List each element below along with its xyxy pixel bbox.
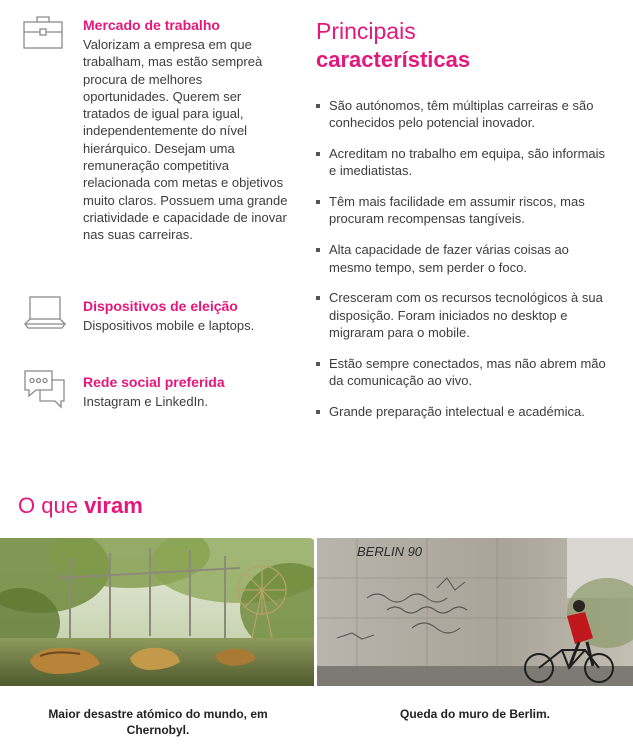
list-item: Alta capacidade de fazer várias coisas ao mesmo tempo, sem perder o foco. [315, 241, 615, 276]
heading-light: Principais [316, 18, 416, 44]
chat-bubbles-icon [22, 368, 68, 412]
bullet [316, 362, 320, 366]
characteristics-heading [316, 17, 470, 74]
briefcase-icon [22, 14, 64, 50]
item-title: Dispositivos de eleição [83, 298, 238, 314]
characteristics-list [315, 97, 615, 434]
list-item: Estão sempre conectados, mas não abrem mão da comunicação ao vivo. [315, 355, 615, 390]
item-title: Rede social preferida [83, 374, 225, 390]
list-item: Têm mais facilidade em assumir riscos, mas procuram recompensas tangíveis. [315, 193, 615, 228]
bullet [316, 248, 320, 252]
list-item: São autónomos, têm múltiplas carreiras e são conhecidos pelo potencial inovador. [315, 97, 615, 132]
chernobyl-photo [0, 538, 314, 686]
item-text: Dispositivos mobile e laptops. [83, 318, 255, 333]
heading-bold: viram [84, 493, 143, 518]
list-item: Grande preparação intelectual e académica. [315, 403, 615, 420]
item-mercado [83, 16, 288, 244]
item-dispositivos [83, 297, 288, 334]
item-rede-social [83, 373, 288, 410]
list-item: Cresceram com os recursos tecnológicos à sua disposição. Foram iniciados no desktop e migraram para o mobile. [315, 289, 615, 341]
bullet [316, 152, 320, 156]
list-item: Acreditam no trabalho em equipa, são informais e imediatistas. [315, 145, 615, 180]
berlin-caption: Queda do muro de Berlim. [399, 707, 551, 721]
laptop-icon [24, 294, 66, 330]
item-text: Instagram e LinkedIn. [83, 394, 209, 409]
chernobyl-caption: Maior desastre atómico do mundo, em Chernobyl. [48, 707, 268, 737]
bullet [316, 296, 320, 300]
bullet [316, 104, 320, 108]
item-title: Mercado de trabalho [83, 17, 220, 33]
berlin-wall-photo [317, 538, 633, 686]
item-text: Valorizam a empresa em que trabalham, mas estão sempreà procura de melhores oportunidades. Querem ser tratados de igual para igual, independentemente do nível hierárquico. Desejam uma remuneração competitiva relacionada com metas e objetivos muito claros. Possuem uma grande criatividade e capacidade de inovar nas suas carreiras. [83, 37, 288, 243]
bullet [316, 410, 320, 414]
bullet [316, 200, 320, 204]
wall-graffiti: BERLIN 90 [357, 544, 423, 559]
heading-light: O que [18, 493, 78, 518]
heading-bold: características [316, 47, 471, 72]
seen-heading [18, 492, 143, 520]
